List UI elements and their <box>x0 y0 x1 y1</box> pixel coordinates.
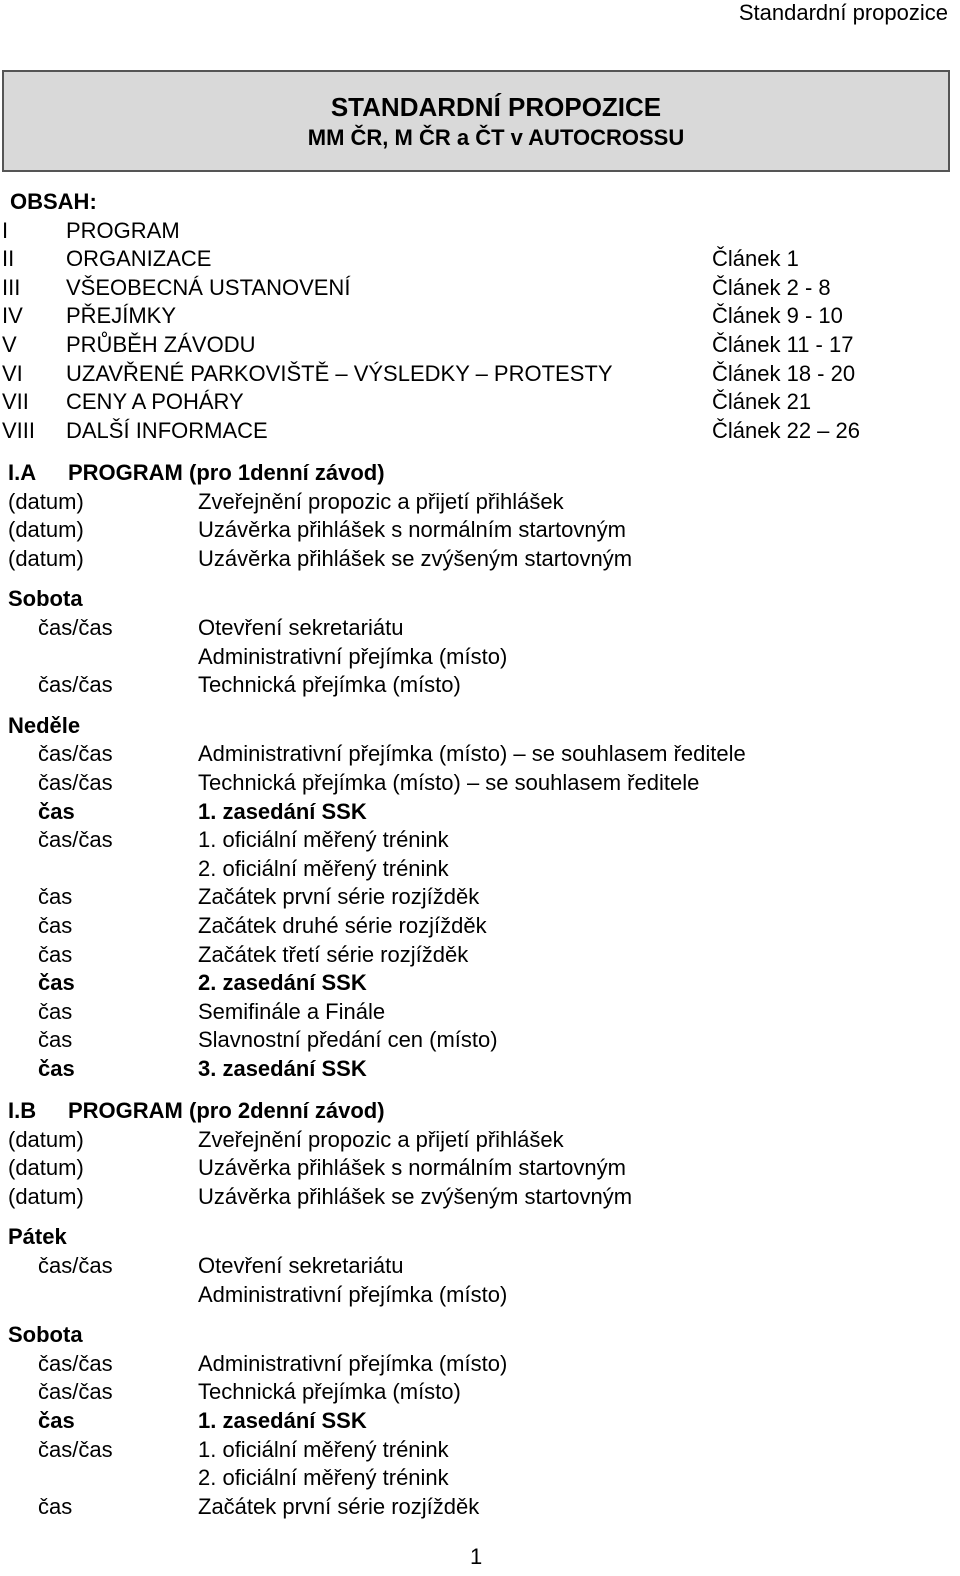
schedule-row <box>8 883 948 912</box>
document-title: STANDARDNÍ PROPOZICE <box>330 92 662 122</box>
schedule-row <box>8 969 948 998</box>
toc-item-title: PŘEJÍMKY <box>66 303 177 329</box>
schedule-event: Technická přejímka (místo) – se souhlasem ředitele <box>198 769 700 795</box>
toc-item-title: CENY A POHÁRY <box>66 389 244 415</box>
toc-item-article: Článek 1 <box>712 246 799 272</box>
schedule-time: čas/čas <box>38 741 113 767</box>
schedule-event: Technická přejímka (místo) <box>198 672 461 698</box>
schedule-event: Administrativní přejímka (místo) – se souhlasem ředitele <box>198 741 746 767</box>
day-label: Pátek <box>8 1224 67 1250</box>
schedule-time: čas/čas <box>38 614 113 640</box>
schedule-time: čas/čas <box>38 672 113 698</box>
page-number: 1 <box>470 1544 483 1569</box>
day-label: Sobota <box>8 586 83 612</box>
date-event: Uzávěrka přihlášek s normálním startovným <box>198 517 626 543</box>
date-row <box>8 488 948 517</box>
schedule-row <box>8 1350 948 1379</box>
toc-item-title: VŠEOBECNÁ USTANOVENÍ <box>66 274 351 300</box>
toc-item-title: PRŮBĚH ZÁVODU <box>66 331 256 357</box>
schedule-time: čas <box>38 998 73 1024</box>
schedule-time: čas <box>38 941 73 967</box>
toc-item-article: Článek 18 - 20 <box>712 360 856 386</box>
date-event: Zveřejnění propozic a přijetí přihlášek <box>198 488 564 514</box>
date-row <box>8 516 948 545</box>
section-id: I.A <box>8 460 37 485</box>
date-value: (datum) <box>8 1155 84 1181</box>
toc-item-number: VII <box>2 389 29 415</box>
schedule-time: čas <box>38 1027 73 1053</box>
toc-item <box>2 217 950 246</box>
toc-item-article: Článek 22 – 26 <box>712 417 860 443</box>
schedule-row <box>8 941 948 970</box>
day-label: Neděle <box>8 712 81 738</box>
schedule-time: čas <box>38 1407 75 1433</box>
toc-item <box>2 388 950 417</box>
section-title: PROGRAM (pro 1denní závod) <box>68 460 385 485</box>
schedule-time: čas <box>38 1493 73 1519</box>
schedule-row <box>8 1055 948 1084</box>
schedule-event: 1. oficiální měřený trénink <box>198 827 449 853</box>
date-event: Uzávěrka přihlášek se zvýšeným startovným <box>198 545 633 571</box>
schedule-time: čas <box>38 912 73 938</box>
schedule-row <box>8 643 948 672</box>
date-value: (datum) <box>8 517 84 543</box>
schedule-event: Začátek druhé série rozjížděk <box>198 912 487 938</box>
schedule-row <box>8 740 948 769</box>
date-value: (datum) <box>8 488 84 514</box>
toc-item-title: ORGANIZACE <box>66 246 212 272</box>
schedule-row <box>8 912 948 941</box>
toc-heading: OBSAH: <box>10 189 97 214</box>
toc-item-article: Článek 9 - 10 <box>712 303 843 329</box>
schedule-event: Slavnostní předání cen (místo) <box>198 1027 498 1053</box>
date-value: (datum) <box>8 1126 84 1152</box>
date-row <box>8 1126 948 1155</box>
section-title: PROGRAM (pro 2denní závod) <box>68 1098 385 1123</box>
date-row <box>8 1183 948 1212</box>
schedule-event: Začátek třetí série rozjížděk <box>198 941 469 967</box>
schedule-row <box>8 1464 948 1493</box>
toc-item <box>2 331 950 360</box>
toc-item <box>2 417 950 446</box>
schedule-event: Začátek první série rozjížděk <box>198 1493 480 1519</box>
schedule-row <box>8 1252 948 1281</box>
schedule-row <box>8 998 948 1027</box>
toc-item-article: Článek 21 <box>712 389 812 415</box>
schedule-event: Otevření sekretariátu <box>198 614 404 640</box>
toc-item <box>2 360 950 389</box>
date-event: Zveřejnění propozic a přijetí přihlášek <box>198 1126 564 1152</box>
schedule-time: čas <box>38 1055 75 1081</box>
table-of-contents <box>2 188 950 445</box>
schedule-time: čas/čas <box>38 1436 113 1462</box>
date-value: (datum) <box>8 1183 84 1209</box>
toc-item-title: DALŠÍ INFORMACE <box>66 417 268 443</box>
toc-item-number: VI <box>2 360 23 386</box>
page-header: Standardní propozice <box>738 0 948 25</box>
schedule-event: Začátek první série rozjížděk <box>198 884 480 910</box>
schedule-event: 1. zasedání SSK <box>198 1407 367 1433</box>
schedule-row <box>8 671 948 700</box>
schedule-row <box>8 1026 948 1055</box>
section-heading <box>8 1097 948 1126</box>
schedule-row <box>8 798 948 827</box>
schedule-time: čas/čas <box>38 769 113 795</box>
schedule-event: Semifinále a Finále <box>198 998 386 1024</box>
section-heading <box>8 459 948 488</box>
schedule-time: čas/čas <box>38 1379 113 1405</box>
toc-item <box>2 245 950 274</box>
schedule-time: čas <box>38 798 75 824</box>
schedule-event: 1. oficiální měřený trénink <box>198 1436 449 1462</box>
toc-item <box>2 302 950 331</box>
schedule-row <box>8 1281 948 1310</box>
schedule-row <box>8 1493 948 1522</box>
program-section-a <box>8 459 948 1083</box>
schedule-row <box>8 1436 948 1465</box>
toc-item-number: III <box>2 274 21 300</box>
schedule-row <box>8 769 948 798</box>
date-event: Uzávěrka přihlášek se zvýšeným startovným <box>198 1183 633 1209</box>
toc-item-number: II <box>2 246 15 272</box>
toc-item-number: VIII <box>2 417 36 443</box>
toc-item-number: IV <box>2 303 23 329</box>
schedule-time: čas/čas <box>38 1252 113 1278</box>
day-label: Sobota <box>8 1322 83 1348</box>
toc-item-article: Článek 2 - 8 <box>712 274 831 300</box>
schedule-time: čas/čas <box>38 827 113 853</box>
schedule-row <box>8 826 948 855</box>
toc-item <box>2 274 950 303</box>
schedule-event: 2. zasedání SSK <box>198 970 367 996</box>
schedule-time: čas <box>38 970 75 996</box>
date-event: Uzávěrka přihlášek s normálním startovným <box>198 1155 626 1181</box>
schedule-time: čas <box>38 884 73 910</box>
schedule-event: Administrativní přejímka (místo) <box>198 643 508 669</box>
schedule-time: čas/čas <box>38 1350 113 1376</box>
schedule-row <box>8 855 948 884</box>
date-row <box>8 545 948 574</box>
schedule-row <box>8 614 948 643</box>
toc-item-number: I <box>2 217 9 243</box>
schedule-event: Otevření sekretariátu <box>198 1252 404 1278</box>
title-box <box>2 70 950 172</box>
schedule-event: Technická přejímka (místo) <box>198 1379 461 1405</box>
schedule-event: Administrativní přejímka (místo) <box>198 1350 508 1376</box>
toc-item-title: PROGRAM <box>66 217 180 243</box>
schedule-row <box>8 1378 948 1407</box>
program-section-b <box>8 1097 948 1521</box>
toc-item-number: V <box>2 331 17 357</box>
toc-item-title: UZAVŘENÉ PARKOVIŠTĚ – VÝSLEDKY – PROTESTY <box>66 360 613 386</box>
section-id: I.B <box>8 1098 37 1123</box>
document-subtitle: MM ČR, M ČR a ČT v AUTOCROSSU <box>307 125 685 150</box>
date-row <box>8 1154 948 1183</box>
schedule-event: Administrativní přejímka (místo) <box>198 1281 508 1307</box>
schedule-event: 2. oficiální měřený trénink <box>198 855 449 881</box>
schedule-event: 1. zasedání SSK <box>198 798 367 824</box>
schedule-row <box>8 1407 948 1436</box>
date-value: (datum) <box>8 545 84 571</box>
schedule-event: 2. oficiální měřený trénink <box>198 1465 449 1491</box>
schedule-event: 3. zasedání SSK <box>198 1055 367 1081</box>
toc-item-article: Článek 11 - 17 <box>712 331 854 357</box>
